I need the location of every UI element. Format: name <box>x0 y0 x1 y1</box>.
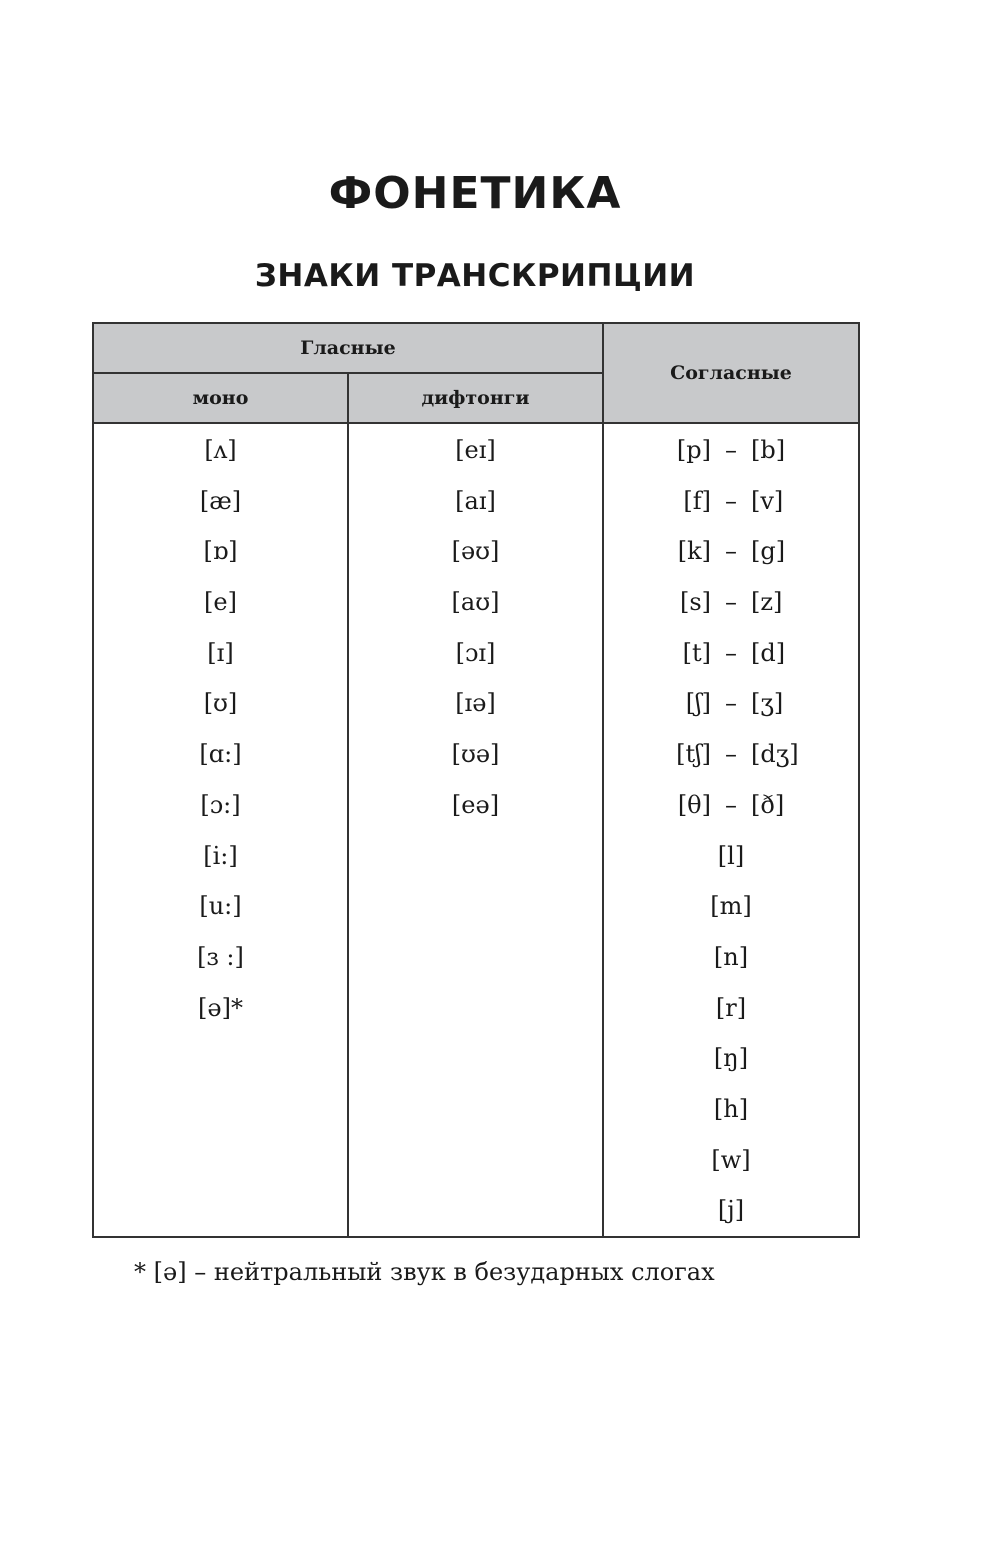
consonant-single: [r] <box>715 993 747 1022</box>
consonant-single: [h] <box>713 1094 749 1123</box>
consonant-pair <box>604 628 858 679</box>
consonant-single: [j] <box>717 1196 745 1225</box>
voiced-consonant: [v] <box>751 486 784 515</box>
voiced-consonant: [dʒ] <box>751 740 799 769</box>
mono-vowel: [ɒ] <box>203 537 238 566</box>
diphthong: [eə] <box>451 790 500 819</box>
mono-vowel: [ɪ] <box>207 638 234 667</box>
header-consonants: Согласные <box>603 323 859 423</box>
mono-vowel: [ɑ:] <box>199 740 242 769</box>
diphthong: [ɔɪ] <box>455 638 496 667</box>
footnote: * [ə] – нейтральный звук в безударных слогах <box>134 1258 715 1286</box>
consonant-pair <box>604 780 858 831</box>
consonant-pair <box>604 476 858 527</box>
voiceless-consonant: [f] <box>683 486 711 515</box>
diphthongs-column <box>348 423 603 1237</box>
mono-vowel: [æ] <box>199 486 242 515</box>
mono-vowel: [ɜ :] <box>197 942 244 971</box>
voiced-consonant: [d] <box>751 638 786 667</box>
voiceless-consonant: [s] <box>679 588 711 617</box>
voiceless-consonant: [p] <box>676 436 711 464</box>
pair-dash: – <box>725 638 737 667</box>
voiced-consonant: [z] <box>751 588 783 617</box>
consonant-pair <box>604 577 858 628</box>
pair-dash: – <box>725 486 737 515</box>
pair-dash: – <box>725 790 737 819</box>
consonant-single: [w] <box>711 1145 751 1174</box>
diphthong: [eɪ] <box>455 436 496 464</box>
mono-vowel: [u:] <box>199 892 242 921</box>
mono-vowel: [e] <box>204 588 237 617</box>
pair-dash: – <box>725 588 737 617</box>
diphthong: [ɪə] <box>455 689 496 718</box>
diphthong: [əʊ] <box>451 537 500 566</box>
voiced-consonant: [ð] <box>751 790 785 819</box>
mono-vowel: [ʌ] <box>204 436 237 464</box>
voiceless-consonant: [θ] <box>677 790 711 819</box>
header-vowels: Гласные <box>93 323 603 373</box>
consonant-pair <box>604 425 858 476</box>
voiced-consonant: [ʒ] <box>751 689 784 718</box>
consonant-pair <box>604 678 858 729</box>
transcription-table <box>92 322 860 1238</box>
mono-vowel: [ɔ:] <box>200 790 241 819</box>
consonant-single: [n] <box>713 942 749 971</box>
consonant-pair <box>604 526 858 577</box>
voiced-consonant: [b] <box>751 436 786 464</box>
voiceless-consonant: [ʃ] <box>685 689 711 718</box>
diphthong: [aɪ] <box>455 486 496 515</box>
mono-vowel: [ʊ] <box>203 689 238 718</box>
voiced-consonant: [g] <box>751 537 786 566</box>
voiceless-consonant: [tʃ] <box>676 740 711 769</box>
mono-vowel: [ə]* <box>198 993 243 1022</box>
pair-dash: – <box>725 537 737 566</box>
consonant-single: [ŋ] <box>713 1044 749 1073</box>
mono-vowel: [i:] <box>203 841 238 870</box>
mono-column <box>93 423 348 1237</box>
section-title: ЗНАКИ ТРАНСКРИПЦИИ <box>254 258 696 294</box>
header-diphthongs: дифтонги <box>348 373 603 423</box>
voiceless-consonant: [k] <box>677 537 711 566</box>
header-mono: моно <box>93 373 348 423</box>
diphthong: [aʊ] <box>451 588 500 617</box>
voiceless-consonant: [t] <box>682 638 711 667</box>
consonants-column <box>603 423 859 1237</box>
pair-dash: – <box>725 436 737 464</box>
pair-dash: – <box>725 689 737 718</box>
consonant-single: [l] <box>717 841 745 870</box>
consonant-pair <box>604 729 858 780</box>
page-title: ФОНЕТИКА <box>328 168 622 219</box>
consonant-single: [m] <box>710 892 752 921</box>
pair-dash: – <box>725 740 737 769</box>
diphthong: [ʊə] <box>451 740 500 769</box>
